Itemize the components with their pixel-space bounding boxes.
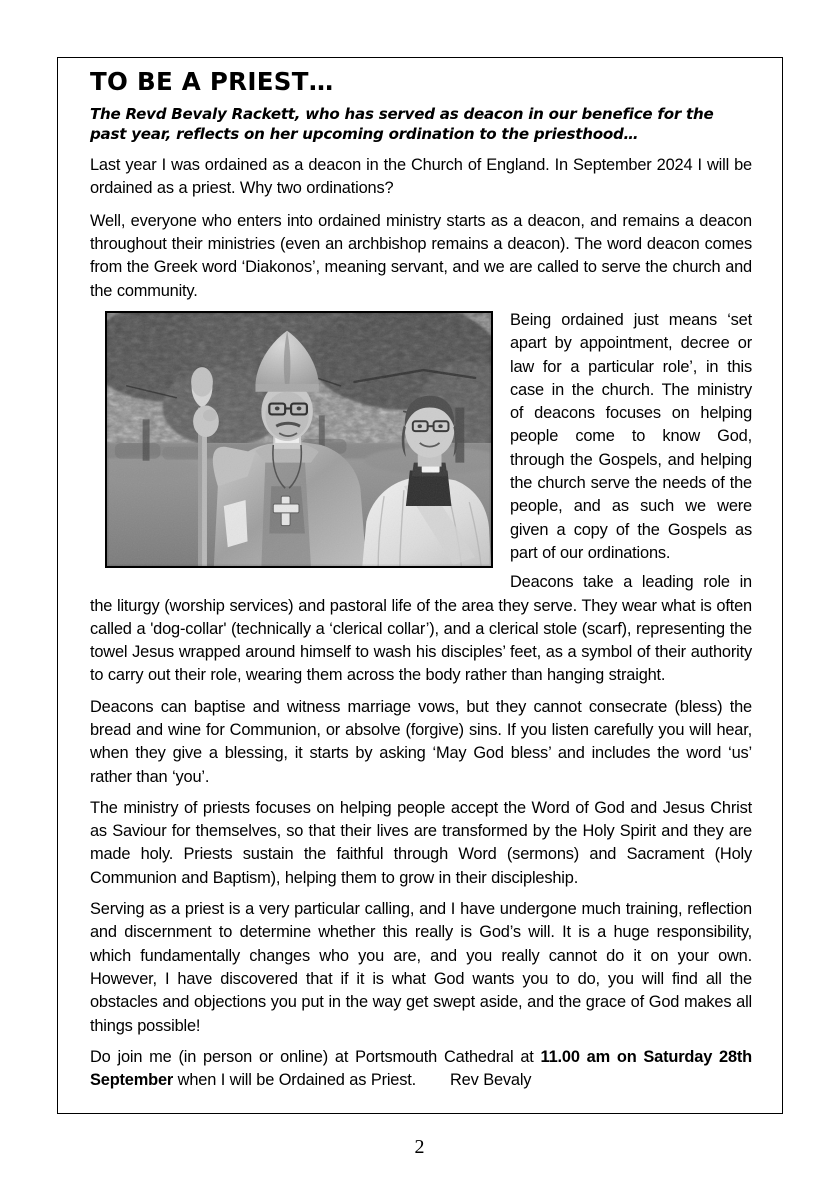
paragraph-invitation — [90, 1046, 752, 1093]
article-photo — [105, 311, 493, 568]
paragraph-priests-ministry: The ministry of priests focuses on helping people accept the Word of God and Jesus Christ as Saviour for themselves, so that their lives are transformed by the Holy Spirit and they are made holy. Priests sustain the faithful through Word (sermons) and Sacrament (Holy Communion and Baptism), helping them to grow in their discipleship. — [90, 798, 752, 887]
paragraph-being-ordained: Being ordained just means ‘set apart by appointment, decree or law for a particular role’, in this case in the church. The ministry of deacons focuses on helping people come to know God, through the Gospels, and helping the church serve the needs of the people, and as such we were given a copy of the Gospels as part of our ordinations. — [510, 310, 752, 562]
article-content — [90, 67, 752, 1107]
invitation-tail: when I will be Ordained as Priest. — [173, 1071, 417, 1090]
author-signature: Rev Bevaly — [450, 1071, 532, 1090]
bishop-and-deacon-photo — [107, 313, 491, 566]
article-box — [57, 57, 783, 1114]
article-standfirst: The Revd Bevaly Rackett, who has served as deacon in our benefice for the past year, reflects on her upcoming ordination to the priesthood… — [90, 104, 714, 143]
paragraph-liturgy: Deacons take a leading role in the liturgy (worship services) and pastoral life of the area they serve. They wear what is often called a 'dog-collar' (technically a ‘clerical collar’), and a clerical stole (scarf), representing the towel Jesus wrapped around himself to wash his disciples’ feet, as a symbol of their authority to carry out their role, wearing them across the body rather than hanging straight. — [90, 573, 752, 685]
paragraph-baptise: Deacons can baptise and witness marriage vows, but they cannot consecrate (bless) the bread and wine for Communion, or absolve (forgive) sins. If you listen carefully you will hear, when they give a blessing, it starts by asking ‘May God bless’ and includes the word ‘us’ rather than ‘you’. — [90, 697, 752, 786]
page-number: 2 — [414, 1136, 425, 1158]
page-title: TO BE A PRIEST… — [90, 67, 334, 96]
invitation-lead: Do join me (in person or online) at Portsmouth Cathedral at — [90, 1047, 541, 1066]
invitation-datetime: 11.00 am on Saturday 28th September — [90, 1047, 752, 1090]
paragraph-intro: Last year I was ordained as a deacon in the Church of England. In September 2024 I will be ordained as a priest. Why two ordinations? — [90, 156, 752, 198]
paragraph-calling: Serving as a priest is a very particular calling, and I have undergone much training, reflection and discernment to determine whether this really is God’s will. It is a huge responsibility, which fundamentally changes who you are, and you really cannot do it on your own. However, I have discovered that if it is what God wants you to do, you will find all the obstacles and objections you put in the way get swept aside, and the grace of God makes all things possible! — [90, 900, 752, 1035]
paragraph-deacon-start: Well, everyone who enters into ordained ministry starts as a deacon, and remains a deacon throughout their ministries (even an archbishop remains a deacon). The word deacon comes from the Greek word ‘Diakonos’, meaning servant, and we are called to serve the church and the community. — [90, 211, 752, 300]
